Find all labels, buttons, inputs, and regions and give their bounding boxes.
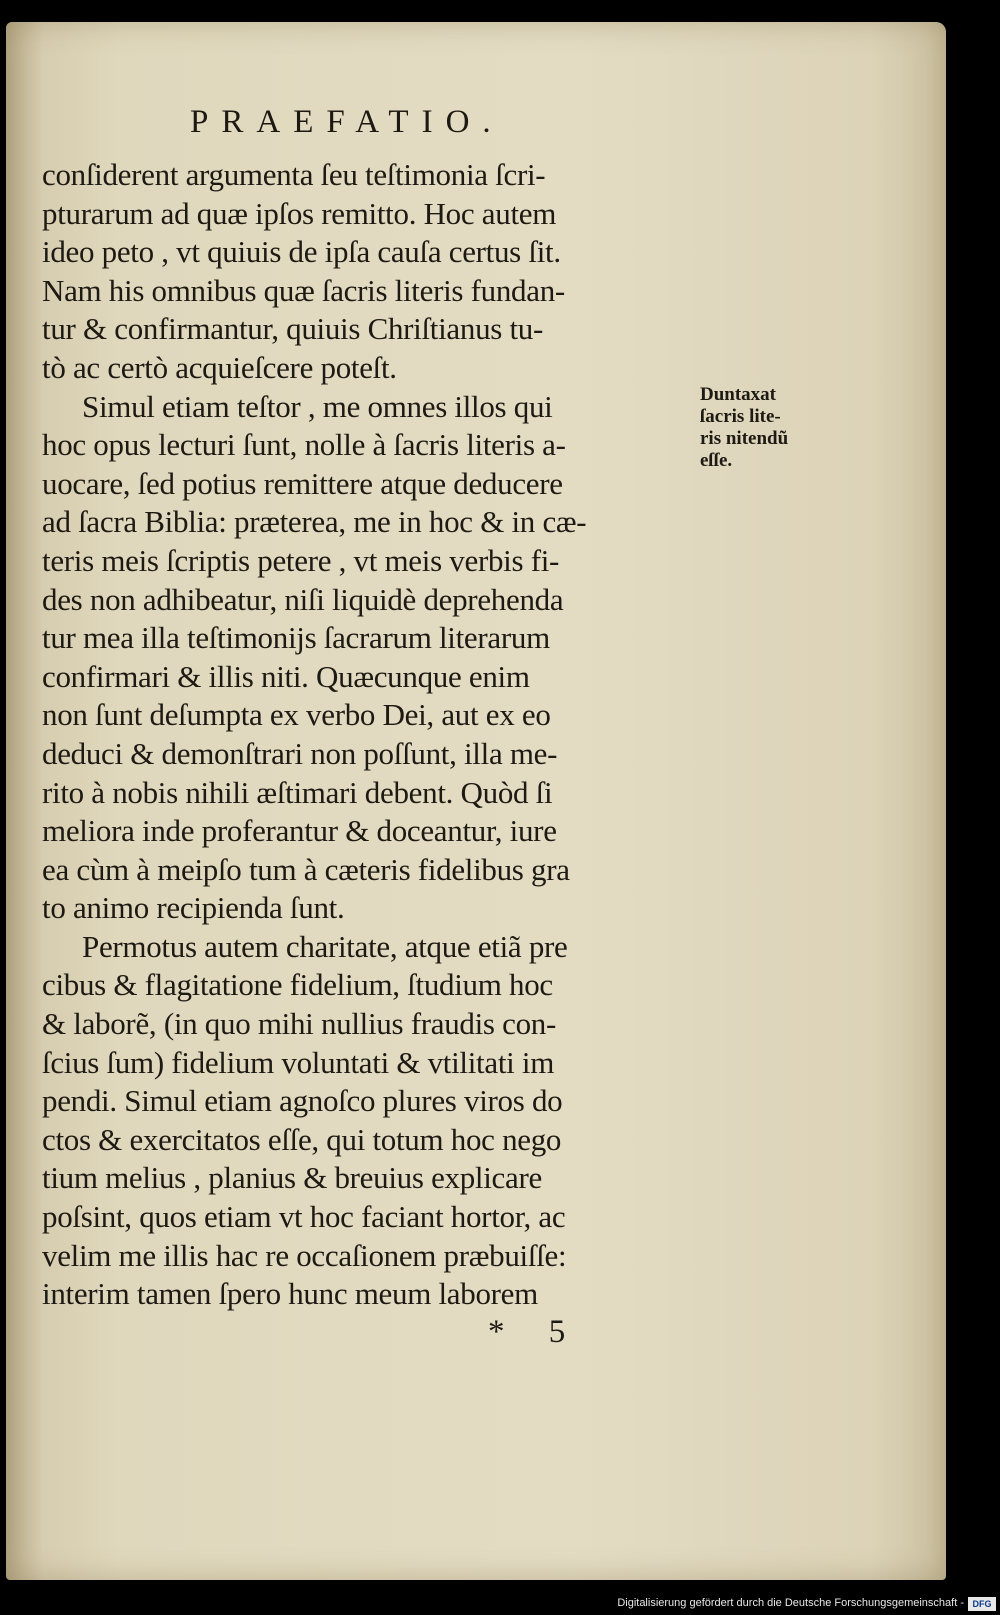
- text-line: ea cùm à meipſo tum à cæteris fidelibus gra: [42, 851, 570, 887]
- text-line: cibus & flagitatione fidelium, ſtudium hoc: [42, 967, 553, 1003]
- running-head: PRAEFATIO.: [190, 104, 504, 140]
- text-line: tò ac certò acquieſcere poteſt.: [42, 349, 397, 385]
- margin-note-line: eſſe.: [700, 450, 733, 471]
- text-line: deduci & demonſtrari non poſſunt, illa me-: [42, 735, 558, 771]
- margin-note-line: Duntaxat: [700, 384, 777, 405]
- margin-note-line: ſacris lite-: [700, 406, 781, 427]
- text-line: velim me illis hac re occaſionem præbuiſſe:: [42, 1237, 567, 1273]
- text-line: des non adhibeatur, niſi liquidè deprehenda: [42, 581, 564, 617]
- text-line: tur & confirmantur, quiuis Chriſtianus tu-: [42, 311, 544, 347]
- text-line: ctos & exercitatos eſſe, qui totum hoc nego: [42, 1121, 562, 1157]
- text-line: conſiderent argumenta ſeu teſtimonia ſcri-: [42, 157, 546, 192]
- text-line: Simul etiam teſtor , me omnes illos qui: [82, 388, 553, 424]
- text-line: rito à nobis nihili æſtimari debent. Quòd ſi: [42, 774, 553, 810]
- text-line: poſsint, quos etiam vt hoc faciant hortor, ac: [42, 1199, 566, 1235]
- text-line: pturarum ad quæ ipſos remitto. Hoc autem: [42, 195, 557, 231]
- body-text: [42, 156, 702, 1314]
- text-line: tium melius , planius & breuius explicare: [42, 1160, 542, 1196]
- text-line: meliora inde proferantur & doceantur, iure: [42, 813, 557, 849]
- text-line: Permotus autem charitate, atque etiã pre: [82, 928, 568, 964]
- text-line: ideo peto , vt quiuis de ipſa cauſa certus ſit.: [42, 234, 561, 270]
- text-line: non ſunt deſumpta ex verbo Dei, aut ex eo: [42, 697, 551, 733]
- dfg-logo-icon: DFG: [968, 1597, 996, 1611]
- text-line: uocare, ſed potius remittere atque deducere: [42, 465, 563, 501]
- text-line: ſcius ſum) fidelium voluntati & vtilitati im: [42, 1044, 555, 1080]
- margin-note-line: ris nitendũ: [700, 428, 789, 449]
- text-line: tur mea illa teſtimonijs ſacrarum literarum: [42, 620, 550, 656]
- text-line: Nam his omnibus quæ ſacris literis fundan-: [42, 272, 565, 308]
- text-line: hoc opus lecturi ſunt, nolle à ſacris literis a-: [42, 427, 566, 463]
- text-line: & laborẽ, (in quo mihi nullius fraudis con-: [42, 1006, 557, 1042]
- funding-credit: Digitalisierung gefördert durch die Deutsche Forschungsgemeinschaft -: [617, 1597, 964, 1609]
- text-line: teris meis ſcriptis petere , vt meis verbis fi-: [42, 542, 560, 578]
- signature-mark: * 5: [488, 1314, 584, 1350]
- text-line: pendi. Simul etiam agnoſco plures viros do: [42, 1083, 563, 1119]
- text-line: ad ſacra Biblia: præterea, me in hoc & in cæ-: [42, 504, 587, 540]
- text-line: to animo recipienda ſunt.: [42, 890, 345, 926]
- text-line: interim tamen ſpero hunc meum laborem: [42, 1276, 538, 1312]
- text-line: confirmari & illis niti. Quæcunque enim: [42, 658, 530, 694]
- margin-note: [700, 384, 840, 472]
